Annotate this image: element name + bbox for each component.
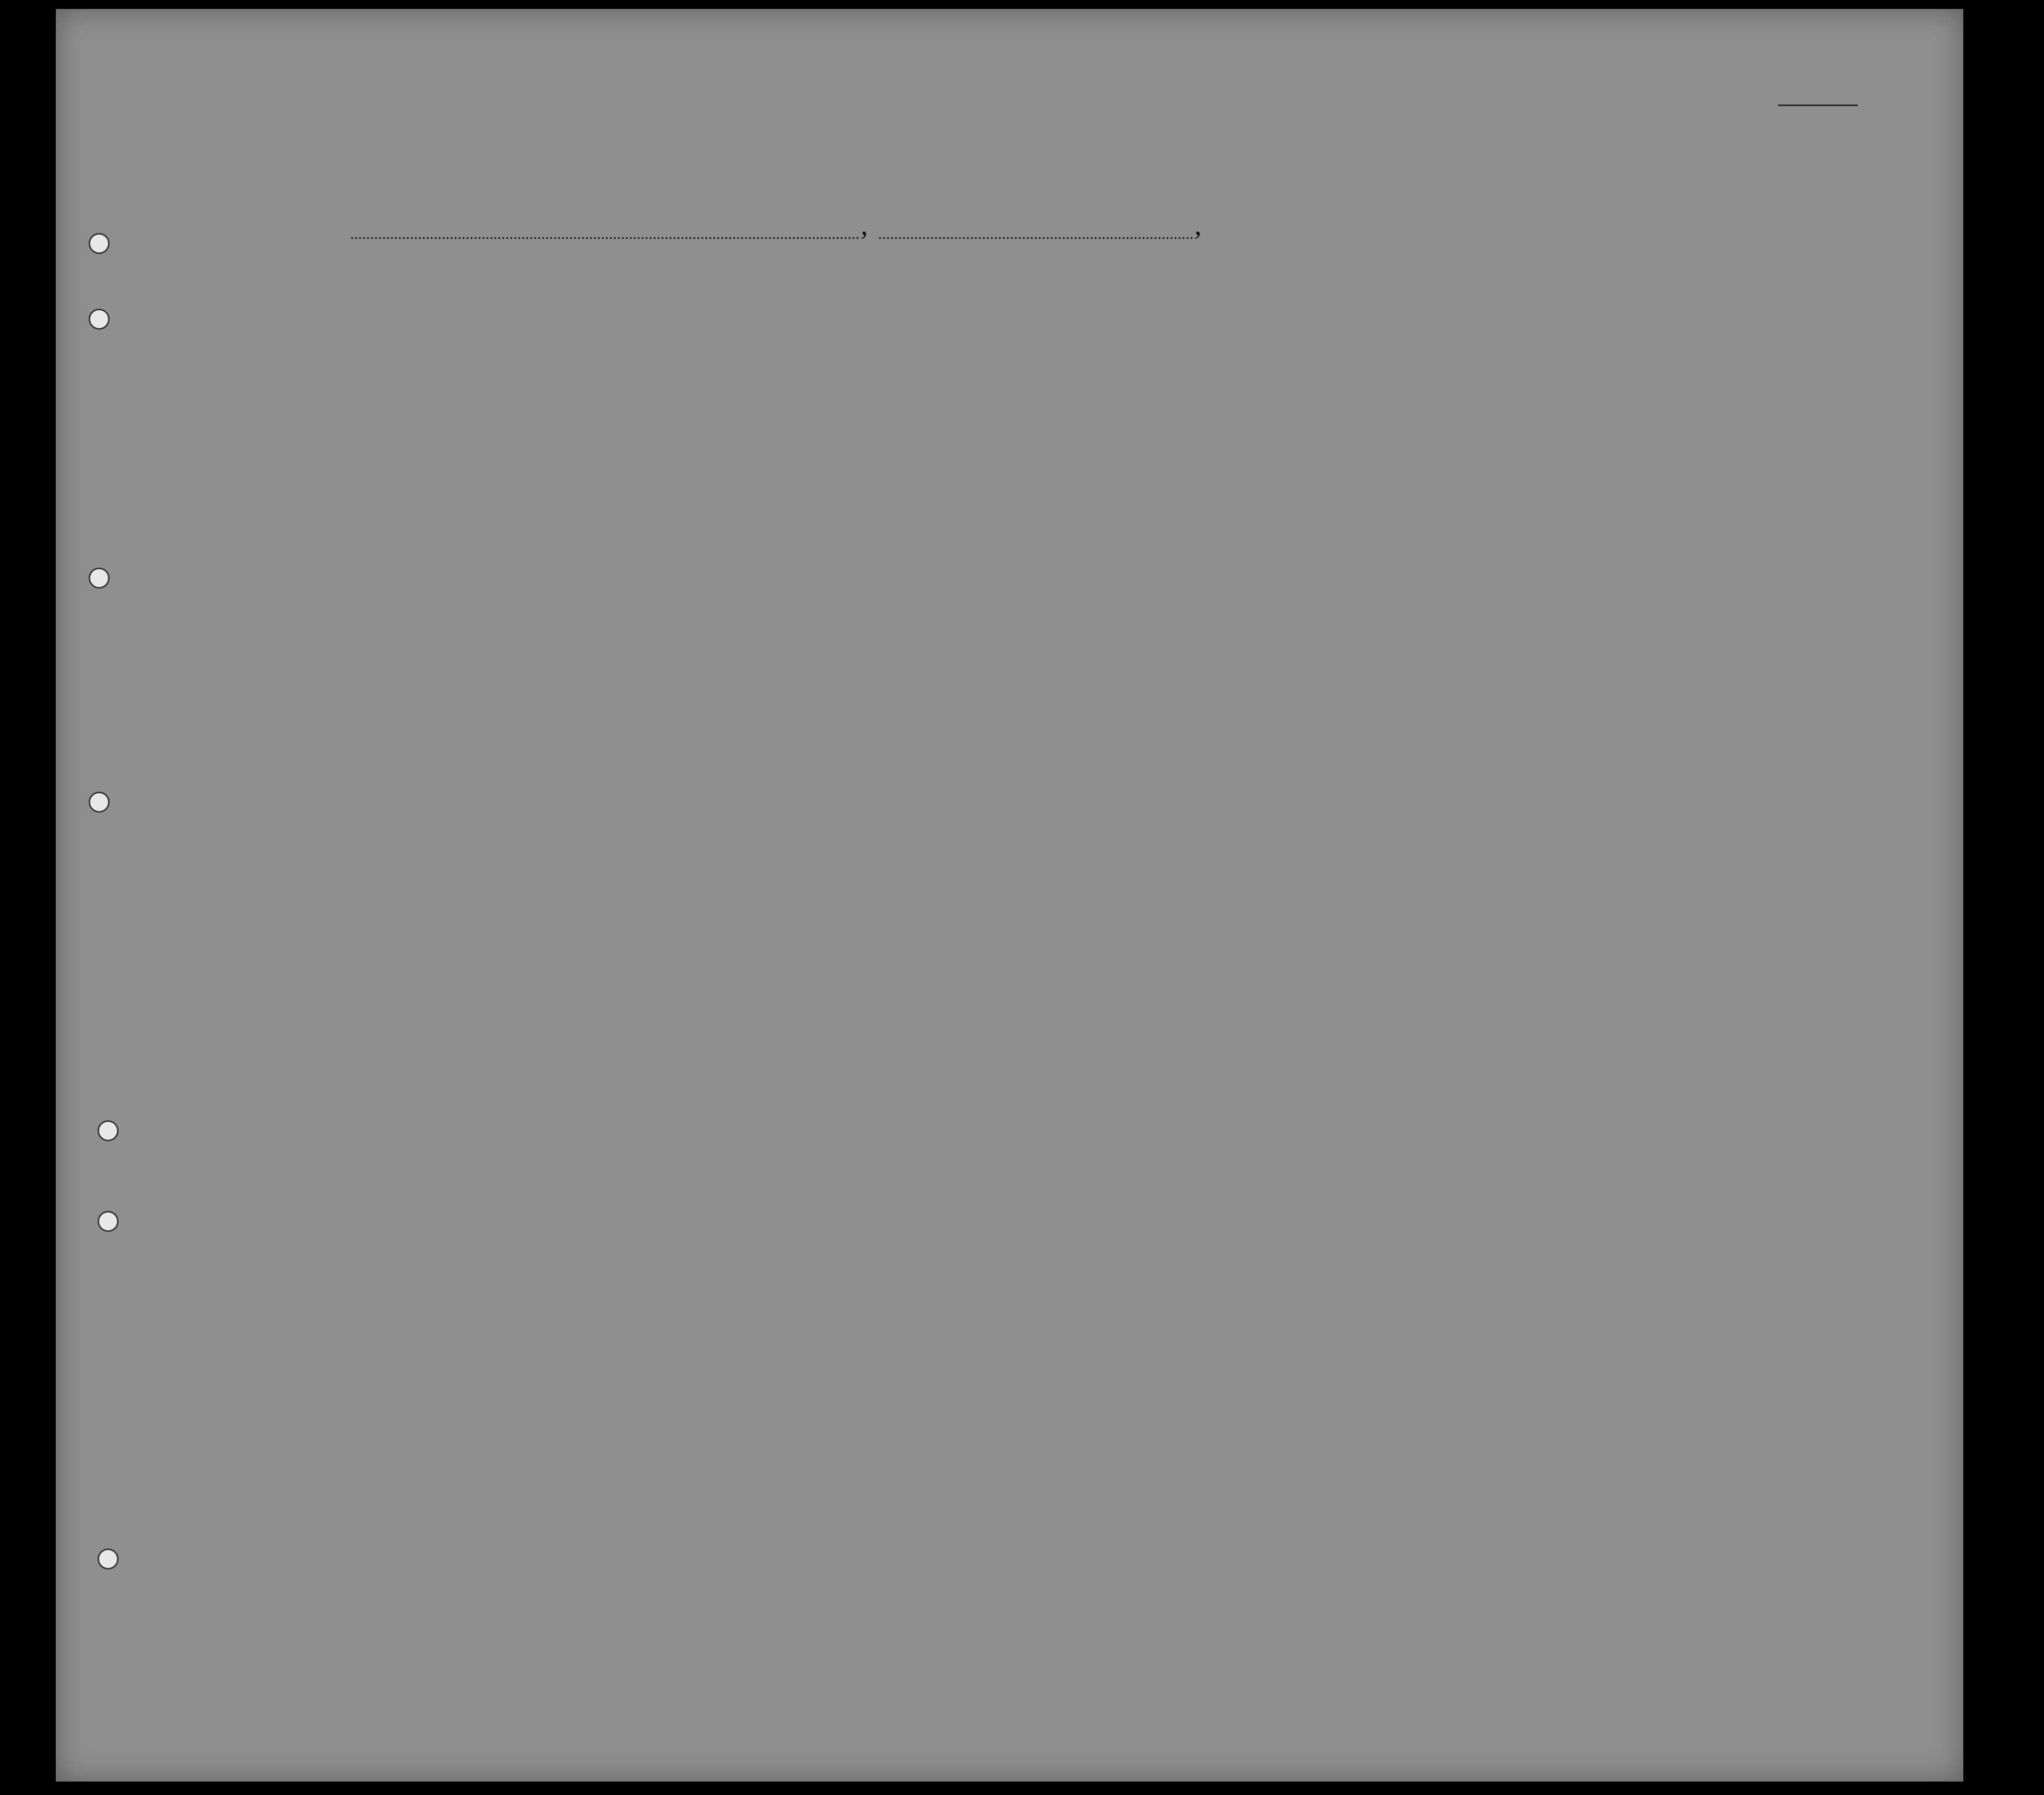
punch-hole: [98, 1211, 119, 1232]
comma: ,: [1194, 209, 1202, 241]
date-dotted-line: [879, 237, 1193, 239]
punch-hole: [89, 568, 110, 589]
punch-hole: [89, 233, 110, 254]
list-underline: [1778, 105, 1858, 106]
port-dotted-line: [351, 237, 859, 239]
punch-hole: [98, 1120, 119, 1141]
punch-hole: [89, 309, 110, 330]
punch-hole: [98, 1549, 119, 1569]
manifest-sheet: [56, 9, 1963, 1782]
comma: ,: [861, 209, 868, 241]
punch-hole: [89, 792, 110, 813]
